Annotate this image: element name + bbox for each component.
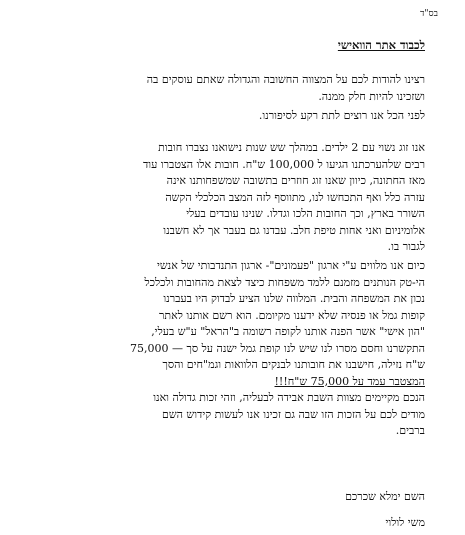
paragraph-line: הנכם מקיימים מצוות השבת אבידה לבעליה, וזהי זכות גדולה ואנו — [153, 391, 425, 404]
paragraph-thanks — [34, 72, 425, 105]
paragraph-line: נכון את המשפחה והבית. המלווה שלנו הציע לבדוק היו בעברנו — [163, 292, 425, 305]
paragraph-line: כיום אנו מלווים ע"י ארגון "פעמונים"- ארגון התנדבותי של אנשי — [156, 259, 425, 272]
paragraph-background-intro — [34, 108, 425, 125]
paragraph-line: ברבים. — [395, 424, 425, 437]
signature: משי לולוי — [385, 516, 425, 529]
paragraph-line: מאז החתונה, כיוון שאנו זוג חוזרים בתשובה שמשפחותנו אינה — [166, 174, 425, 187]
paragraph-line: ושזכינו להיות חלק ממנה. — [318, 89, 425, 103]
closing-blessing: השם ימלא שכרכם — [345, 490, 425, 503]
paragraph-line: מודים לכם על הזכות הזו שבה גם זכינו אנו לעשות קידוש השם — [161, 407, 425, 421]
paragraph-line: אנו זוג נשוי עם 2 ילדים. במהלך שש שנות נישואנו נצברו חובות — [158, 141, 425, 154]
paragraph-line: לגבור בו. — [387, 240, 425, 253]
paragraph-line: עזרה כלל ואף התכחשו לנו, מתווסף לזה המצב הכלכלי הקשה — [165, 190, 425, 204]
paragraph-line: "הון אישי" אשר הפנה אותנו לקופה רשומה ב"הראל" ע"ש בעלי, — [151, 325, 425, 338]
paragraph-line: הי-טק הנותנים מזמנם ללמד משפחות כיצד לצאת מהחובות ולכלכל — [144, 275, 425, 289]
paragraph-line: אלומיניום ואני אחות טיפת חלב. עבדנו גם בעבר אך לא חשבנו — [163, 223, 425, 237]
paragraph-line: ש"ח נזילה, חישבנו את חובותנו לבנקים הלוואות וגמ"חים והסך — [162, 358, 425, 371]
paragraph-line: רבים שלהערכתנו הגיעו ל 100,000 ש"ח. חובות אלו הצטברו עוד — [143, 157, 425, 171]
paragraph-line: התקשרנו וחסם מסרו לנו שיש לנו קופת גמל ישנה על סך — 75,000 — [129, 341, 425, 355]
paragraph-gratitude — [34, 390, 425, 440]
paragraph-line: המצטבר עמד על 75,000 ש"ח!!! — [274, 374, 425, 388]
paragraph-organization-help — [34, 258, 425, 390]
paragraph-line: קופות גמל או פנסיה שלא ידענו מקיומם. הוא רשם אותנו לאתר — [159, 308, 425, 322]
paragraph-line: השורר בארץ, וכך החובות הלכו וגדלו. שנינו עובדים בעלי — [186, 207, 425, 220]
paragraph-line: לפני הכל אנו רוצים לתת רקע לסיפורנו. — [258, 109, 425, 122]
paragraph-family-debts — [34, 140, 425, 256]
paragraph-line: רצינו להודות לכם על המצווה החשובה והגדולה שאתם עוסקים בה — [146, 73, 425, 86]
salutation: לכבוד אתר הוואישי — [337, 38, 425, 52]
bsd-header: בס"ד — [420, 9, 438, 19]
